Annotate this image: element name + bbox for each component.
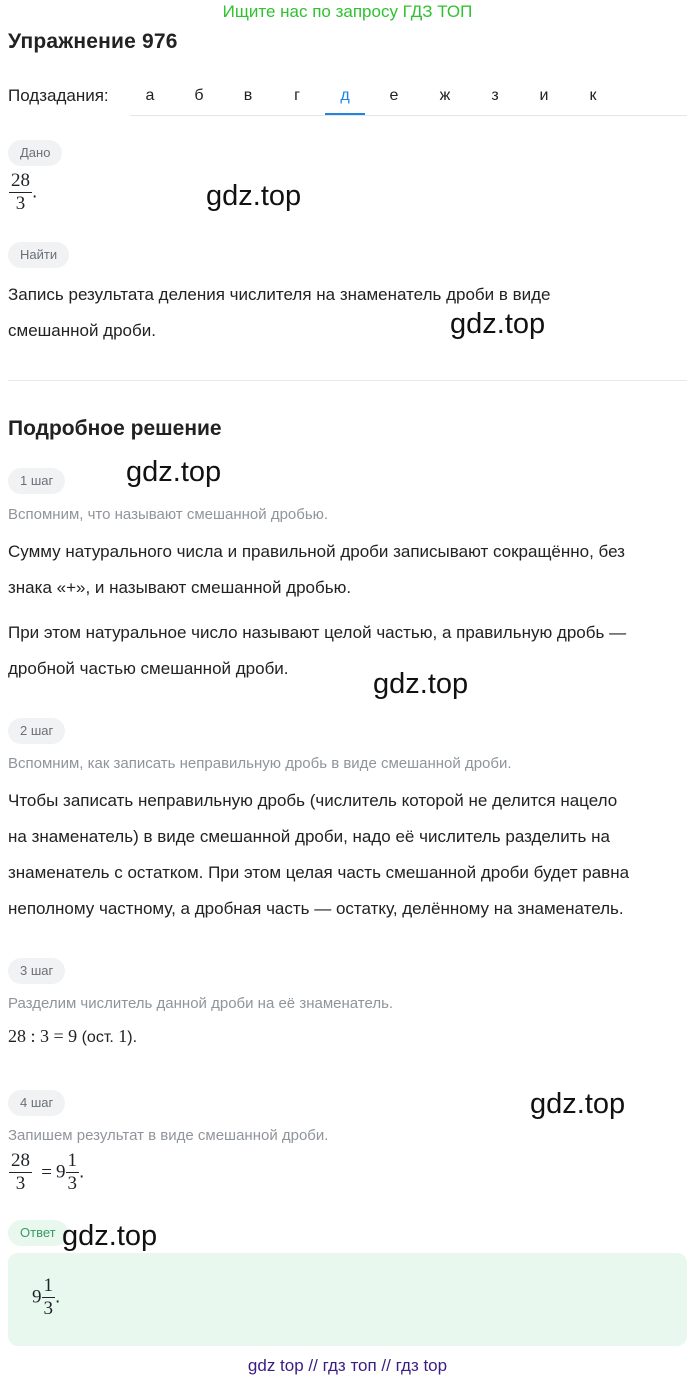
answer-suffix: . (55, 1286, 61, 1308)
fraction-numerator: 1 (67, 1150, 77, 1171)
fraction-numerator: 1 (43, 1275, 53, 1296)
equals-sign: = (41, 1161, 52, 1183)
section-divider (8, 380, 687, 381)
lhs-fraction (9, 1150, 32, 1195)
step-3-equation-line (8, 1026, 137, 1047)
step-4-hint: Запишем результат в виде смешанной дроби. (8, 1127, 329, 1144)
step-2-line-1: Чтобы записать неправильную дробь (числитель которой не делится нацело (8, 791, 618, 810)
watermark: gdz.top (126, 456, 222, 488)
fraction-numerator: 28 (11, 1150, 30, 1171)
answer-whole-part: 9 (32, 1286, 42, 1308)
tab-subtask-z[interactable]: з (491, 87, 499, 104)
given-suffix: . (32, 181, 38, 203)
answer-badge: Ответ (8, 1220, 68, 1246)
tab-subtask-k[interactable]: к (589, 87, 597, 104)
fraction-denominator: 3 (67, 1173, 77, 1194)
step-4-badge: 4 шаг (8, 1090, 65, 1116)
given-fraction-expression (9, 170, 37, 215)
step-1-hint: Вспомним, что называют смешанной дробью. (8, 506, 329, 523)
step-1-badge: 1 шаг (8, 468, 65, 494)
solution-title: Подробное решение (8, 417, 222, 440)
tab-subtask-i[interactable]: и (539, 87, 549, 104)
tab-subtask-a[interactable]: а (145, 87, 155, 104)
fraction-numerator: 28 (11, 170, 30, 191)
step-2-hint: Вспомним, как записать неправильную дробь в виде смешанной дроби. (8, 755, 512, 772)
step-3-badge: 3 шаг (8, 958, 65, 984)
answer-box (8, 1253, 687, 1346)
tab-subtask-g[interactable]: г (294, 87, 300, 104)
mixed-whole-part: 9 (56, 1161, 66, 1183)
step-4-equation (9, 1150, 84, 1195)
footer-links[interactable]: gdz top // гдз топ // гдз top (247, 1356, 448, 1375)
tab-subtask-d[interactable]: д (325, 75, 365, 115)
step-1-line-4: дробной частью смешанной дроби. (8, 659, 289, 678)
watermark: gdz.top (62, 1220, 158, 1252)
step-2-line-2: на знаменатель) в виде смешанной дроби, надо её числитель разделить на (8, 827, 610, 846)
tab-subtask-zh[interactable]: ж (439, 87, 451, 104)
subtasks-label: Подзадания: (8, 86, 109, 105)
step-2-line-3: знаменатель с остатком. При этом целая часть смешанной дроби будет равна (8, 863, 630, 882)
step-4-suffix: . (79, 1161, 85, 1183)
step-2-line-4: неполному частному, а дробная часть — остатку, делённому на знаменатель. (8, 899, 624, 918)
find-badge: Найти (8, 242, 69, 268)
remainder-close: ). (127, 1029, 138, 1046)
step-1-line-2: знака «+», и называют смешанной дробью. (8, 578, 352, 597)
promo-banner: Ищите нас по запросу ГДЗ ТОП (222, 2, 473, 21)
find-line-1: Запись результата деления числителя на знаменатель дроби в виде (8, 285, 551, 304)
rhs-fraction (66, 1150, 80, 1195)
watermark: gdz.top (373, 668, 469, 700)
fraction-denominator: 3 (43, 1298, 53, 1319)
subtask-tabs (130, 75, 687, 116)
remainder-value: 1 (118, 1026, 128, 1046)
watermark: gdz.top (530, 1088, 626, 1120)
remainder-text: (ост. (77, 1029, 119, 1046)
watermark: gdz.top (450, 308, 546, 340)
tab-subtask-v[interactable]: в (243, 87, 253, 104)
answer-fraction (42, 1275, 56, 1320)
step-3-hint: Разделим числитель данной дроби на её знаменатель. (8, 995, 394, 1012)
exercise-title: Упражнение 976 (8, 30, 178, 53)
step-1-line-1: Сумму натурального числа и правильной дроби записывают сокращённо, без (8, 542, 625, 561)
step-1-line-3: При этом натуральное число называют целой частью, а правильную дробь — (8, 623, 627, 642)
given-badge: Дано (8, 140, 62, 166)
tab-subtask-b[interactable]: б (194, 87, 204, 104)
given-fraction (9, 170, 32, 215)
find-line-2: смешанной дроби. (8, 321, 156, 340)
fraction-denominator: 3 (15, 1173, 26, 1194)
fraction-denominator: 3 (15, 193, 26, 214)
answer-expression (32, 1275, 60, 1320)
watermark: gdz.top (206, 180, 302, 212)
tab-subtask-e[interactable]: е (389, 87, 399, 104)
step-2-badge: 2 шаг (8, 718, 65, 744)
division-equation: 28 : 3 = 9 (8, 1026, 78, 1046)
